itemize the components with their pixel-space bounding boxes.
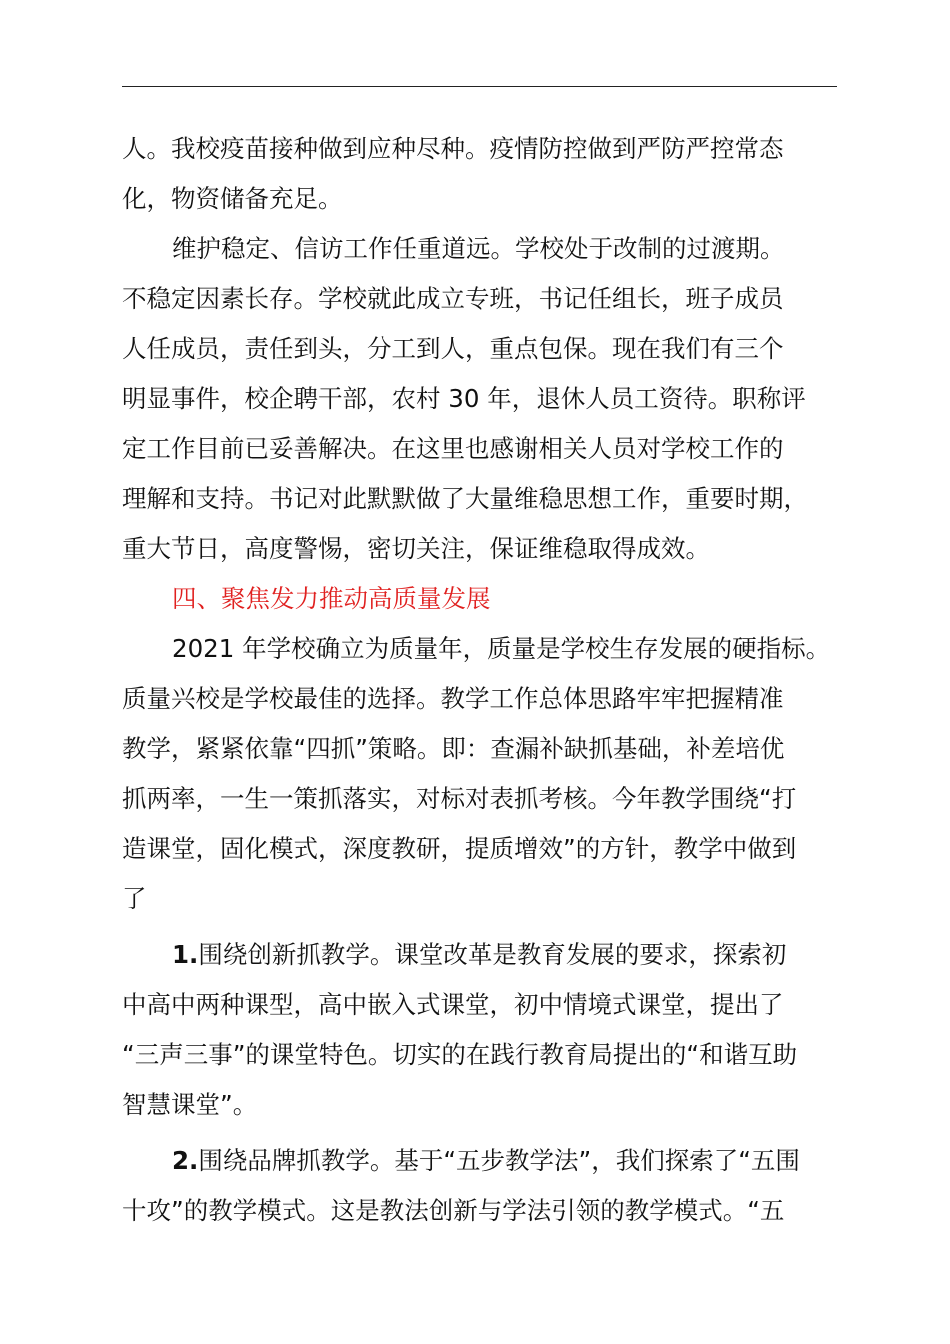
text-line: 2021 年学校确立为质量年，质量是学校生存发展的硬指标。 (172, 634, 831, 663)
text-line: 智慧课堂”。 (122, 1090, 258, 1119)
list-item-2 (122, 1136, 862, 1186)
text-line: 人任成员，责任到头，分工到人，重点包保。现在我们有三个 (122, 334, 784, 363)
text-line: 了 (122, 884, 147, 913)
text-line: 理解和支持。书记对此默默做了大量维稳思想工作，重要时期， (122, 484, 808, 513)
list-item-1 (122, 930, 862, 980)
text-line: 重大节日，高度警惕，密切关注，保证维稳取得成效。 (122, 534, 710, 563)
text-line: 抓两率，一生一策抓落实，对标对表抓考核。今年教学围绕“打 (122, 784, 797, 813)
text-line: 教学，紧紧依靠“四抓”策略。即：查漏补缺抓基础，补差培优 (122, 734, 785, 763)
text-line: 明显事件，校企聘干部，农村 30 年，退休人员工资待。职称评 (122, 384, 806, 413)
text-line: 不稳定因素长存。学校就此成立专班，书记任组长，班子成员 (122, 284, 784, 313)
item-number: 1. (172, 940, 199, 969)
text-line: 十攻”的教学模式。这是教法创新与学法引领的教学模式。“五 (122, 1196, 785, 1225)
item-number: 2. (172, 1146, 199, 1175)
text-line: 中高中两种课型，高中嵌入式课堂，初中情境式课堂，提出了 (122, 990, 784, 1019)
section-heading: 四、聚焦发力推动高质量发展 (172, 584, 491, 613)
text-line: 人。我校疫苗接种做到应种尽种。疫情防控做到严防严控常态 (122, 134, 784, 163)
text-line: 定工作目前已妥善解决。在这里也感谢相关人员对学校工作的 (122, 434, 784, 463)
text-line: 质量兴校是学校最佳的选择。教学工作总体思路牢牢把握精准 (122, 684, 784, 713)
header-rule (122, 86, 837, 87)
text-line: 造课堂，固化模式，深度教研，提质增效”的方针，教学中做到 (122, 834, 797, 863)
text-line: “三声三事”的课堂特色。切实的在践行教育局提出的“和谐互助 (122, 1040, 798, 1069)
text-line: 化，物资储备充足。 (122, 184, 343, 213)
document-body (122, 124, 862, 1236)
text-line: 维护稳定、信访工作任重道远。学校处于改制的过渡期。 (172, 234, 785, 263)
text-line: 围绕品牌抓教学。基于“五步教学法”，我们探索了“五围 (198, 1146, 800, 1175)
text-line: 围绕创新抓教学。课堂改革是教育发展的要求，探索初 (198, 940, 787, 969)
